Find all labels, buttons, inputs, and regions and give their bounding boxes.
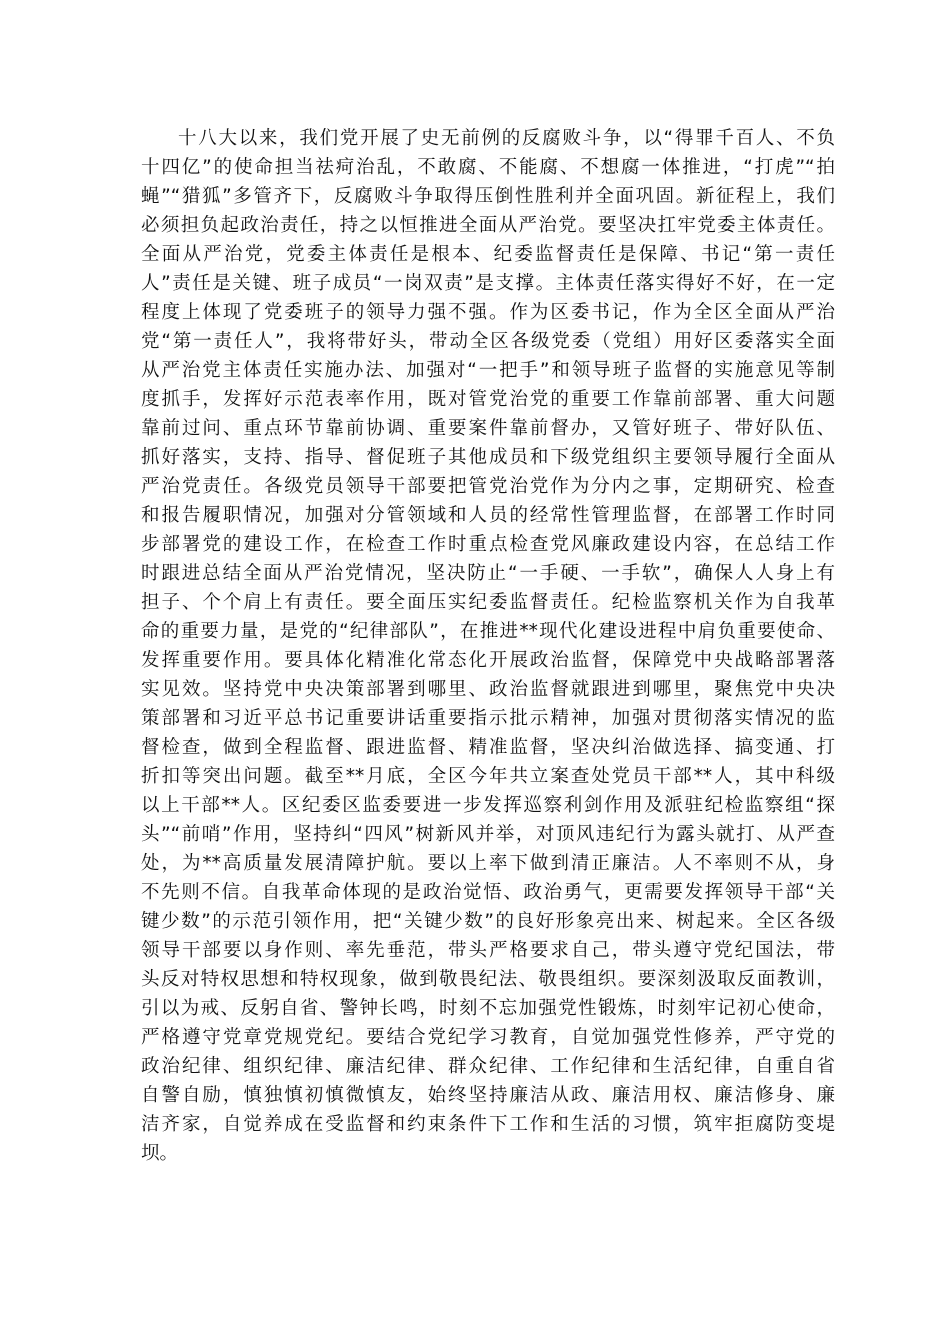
paragraph-line: 折扣等突出问题。截至**月底，全区今年共立案查处党员干部**人，其中科级 [141, 766, 835, 787]
paragraph-line: 洁齐家，自觉养成在受监督和约束条件下工作和生活的习惯，筑牢拒腐防变堤 [141, 1114, 835, 1135]
paragraph-line: 策部署和习近平总书记重要讲话重要指示批示精神，加强对贯彻落实情况的监 [141, 708, 835, 729]
paragraph-line: 政治纪律、组织纪律、廉洁纪律、群众纪律、工作纪律和生活纪律，自重自省 [141, 1056, 835, 1077]
paragraph-line: 人”责任是关键、班子成员“一岗双责”是支撑。主体责任落实得好不好，在一定 [141, 273, 835, 294]
paragraph-line: 键少数”的示范引领作用，把“关键少数”的良好形象亮出来、树起来。全区各级 [141, 911, 835, 932]
paragraph-line: 实见效。坚持党中央决策部署到哪里、政治监督就跟进到哪里，聚焦党中央决 [141, 679, 835, 700]
paragraph-line: 步部署党的建设工作，在检查工作时重点检查党风廉政建设内容，在总结工作 [141, 534, 835, 555]
paragraph-line: 蝇”“猎狐”多管齐下，反腐败斗争取得压倒性胜利并全面巩固。新征程上，我们 [141, 186, 835, 207]
paragraph-line: 不先则不信。自我革命体现的是政治觉悟、政治勇气，更需要发挥领导干部“关 [141, 882, 835, 903]
paragraph-line: 时跟进总结全面从严治党情况，坚决防止“一手硬、一手软”，确保人人身上有 [141, 563, 835, 584]
paragraph-line: 领导干部要以身作则、率先垂范，带头严格要求自己，带头遵守党纪国法，带 [141, 940, 835, 961]
paragraph-line: 严治党责任。各级党员领导干部要把管党治党作为分内之事，定期研究、检查 [141, 476, 835, 497]
paragraph-line: 度抓手，发挥好示范表率作用，既对管党治党的重要工作靠前部署、重大问题 [141, 389, 835, 410]
paragraph-line: 全面从严治党，党委主体责任是根本、纪委监督责任是保障、书记“第一责任 [141, 244, 835, 265]
paragraph-line: 头反对特权思想和特权现象，做到敬畏纪法、敬畏组织。要深刻汲取反面教训， [141, 969, 835, 990]
paragraph-line: 引以为戒、反躬自省、警钟长鸣，时刻不忘加强党性锻炼，时刻牢记初心使命， [141, 998, 835, 1019]
paragraph-line: 以上干部**人。区纪委区监委要进一步发挥巡察利剑作用及派驻纪检监察组“探 [141, 795, 835, 816]
paragraph-line: 和报告履职情况，加强对分管领域和人员的经常性管理监督，在部署工作时同 [141, 505, 835, 526]
paragraph-line: 从严治党主体责任实施办法、加强对“一把手”和领导班子监督的实施意见等制 [141, 360, 835, 381]
paragraph-line: 程度上体现了党委班子的领导力强不强。作为区委书记，作为全区全面从严治 [141, 302, 835, 323]
paragraph-line: 处，为**高质量发展清障护航。要以上率下做到清正廉洁。人不率则不从，身 [141, 853, 835, 874]
paragraph-line: 坝。 [141, 1143, 179, 1164]
paragraph-line: 担子、个个肩上有责任。要全面压实纪委监督责任。纪检监察机关作为自我革 [141, 592, 835, 613]
body-paragraph [141, 124, 835, 1168]
paragraph-line: 靠前过问、重点环节靠前协调、重要案件靠前督办，又管好班子、带好队伍、 [141, 418, 835, 439]
paragraph-line: 抓好落实，支持、指导、督促班子其他成员和下级党组织主要领导履行全面从 [141, 447, 835, 468]
paragraph-line: 十四亿”的使命担当祛疴治乱，不敢腐、不能腐、不想腐一体推进，“打虎”“拍 [141, 157, 835, 178]
paragraph-line: 党“第一责任人”，我将带好头，带动全区各级党委（党组）用好区委落实全面 [141, 331, 835, 352]
paragraph-line: 命的重要力量，是党的“纪律部队”，在推进**现代化建设进程中肩负重要使命、 [141, 621, 835, 642]
paragraph-line: 自警自励，慎独慎初慎微慎友，始终坚持廉洁从政、廉洁用权、廉洁修身、廉 [141, 1085, 835, 1106]
paragraph-line: 必须担负起政治责任，持之以恒推进全面从严治党。要坚决扛牢党委主体责任。 [141, 215, 835, 236]
paragraph-line: 十八大以来，我们党开展了史无前例的反腐败斗争，以“得罪千百人、不负 [178, 128, 835, 149]
paragraph-line: 严格遵守党章党规党纪。要结合党纪学习教育，自觉加强党性修养，严守党的 [141, 1027, 835, 1048]
paragraph-line: 头”“前哨”作用，坚持纠“四风”树新风并举，对顶风违纪行为露头就打、从严查 [141, 824, 835, 845]
paragraph-line: 督检查，做到全程监督、跟进监督、精准监督，坚决纠治做选择、搞变通、打 [141, 737, 835, 758]
paragraph-line: 发挥重要作用。要具体化精准化常态化开展政治监督，保障党中央战略部署落 [141, 650, 835, 671]
